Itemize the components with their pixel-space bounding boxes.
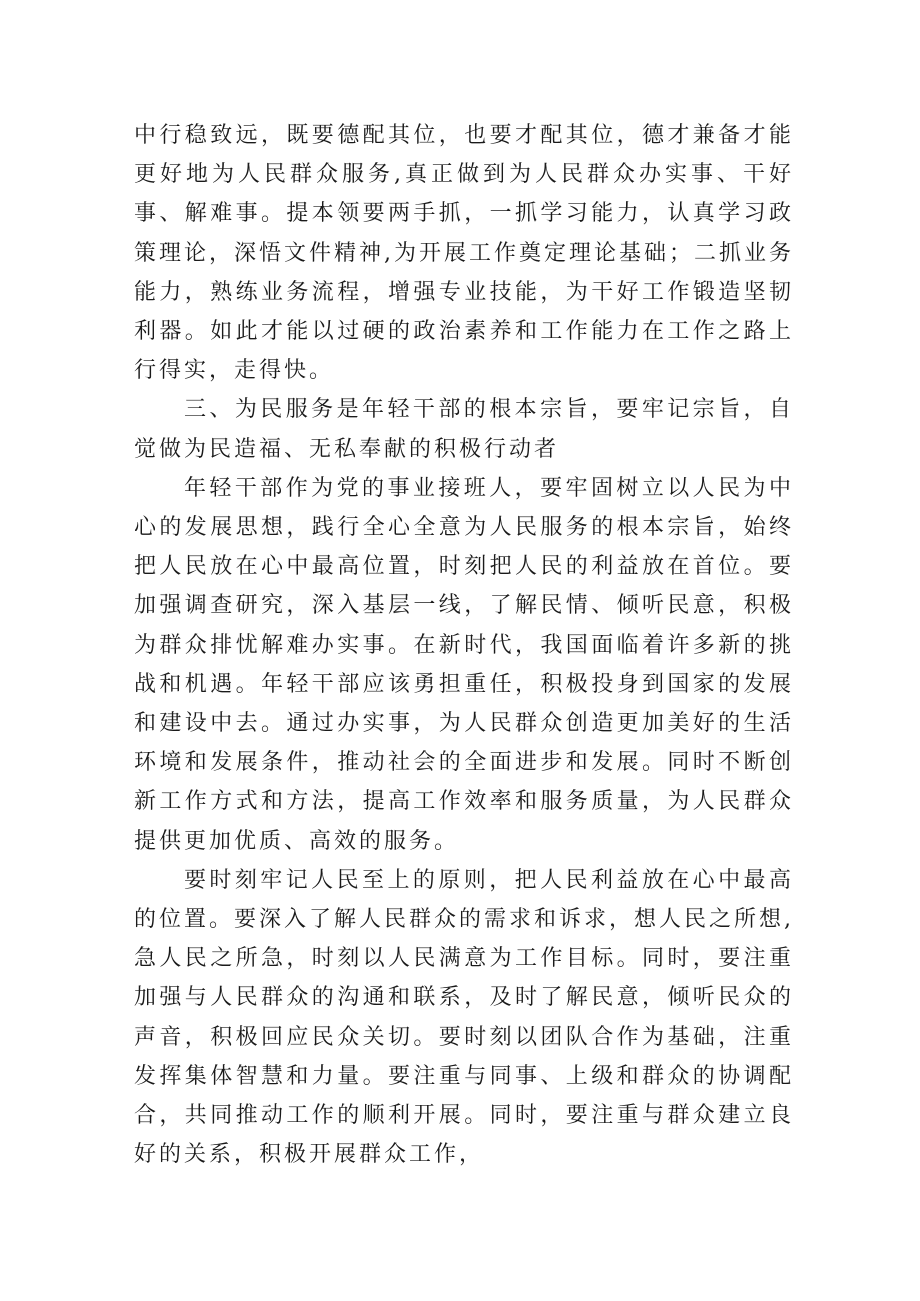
- section-heading-three: 三、为民服务是年轻干部的根本宗旨，要牢记宗旨，自觉做为民造福、无私奉献的积极行动者: [134, 397, 794, 462]
- paragraph-continuation: 中行稳致远，既要德配其位，也要才配其位，德才兼备才能更好地为人民群众服务,真正做到为人民群众办实事、干好事、解难事。提本领要两手抓，一抓学习能力，认真学习政策理论，深悟文件精神,为开展工作奠定理论基础；二抓业务能力，熟练业务流程，增强专业技能，为干好工作锻造坚韧利器。如此才能以过硬的政治素养和工作能力在工作之路上行得实，走得快。: [134, 123, 794, 384]
- document-body: [134, 116, 794, 1174]
- paragraph-serve-people: 年轻干部作为党的事业接班人，要牢固树立以人民为中心的发展思想，践行全心全意为人民服务的根本宗旨，始终把人民放在心中最高位置，时刻把人民的利益放在首位。要加强调查研究，深入基层一线，了解民情、倾听民意，积极为群众排忧解难办实事。在新时代，我国面临着许多新的挑战和机遇。年轻干部应该勇担重任，积极投身到国家的发展和建设中去。通过办实事，为人民群众创造更加美好的生活环境和发展条件，推动社会的全面进步和发展。同时不断创新工作方式和方法，提高工作效率和服务质量，为人民群众提供更加优质、高效的服务。: [134, 475, 794, 854]
- paragraph-people-first: 要时刻牢记人民至上的原则，把人民利益放在心中最高的位置。要深入了解人民群众的需求和诉求，想人民之所想,急人民之所急，时刻以人民满意为工作目标。同时，要注重加强与人民群众的沟通和联系，及时了解民意，倾听民众的声音，积极回应民众关切。要时刻以团队合作为基础，注重发挥集体智慧和力量。要注重与同事、上级和群众的协调配合，共同推动工作的顺利开展。同时，要注重与群众建立良好的关系，积极开展群众工作，: [134, 867, 794, 1168]
